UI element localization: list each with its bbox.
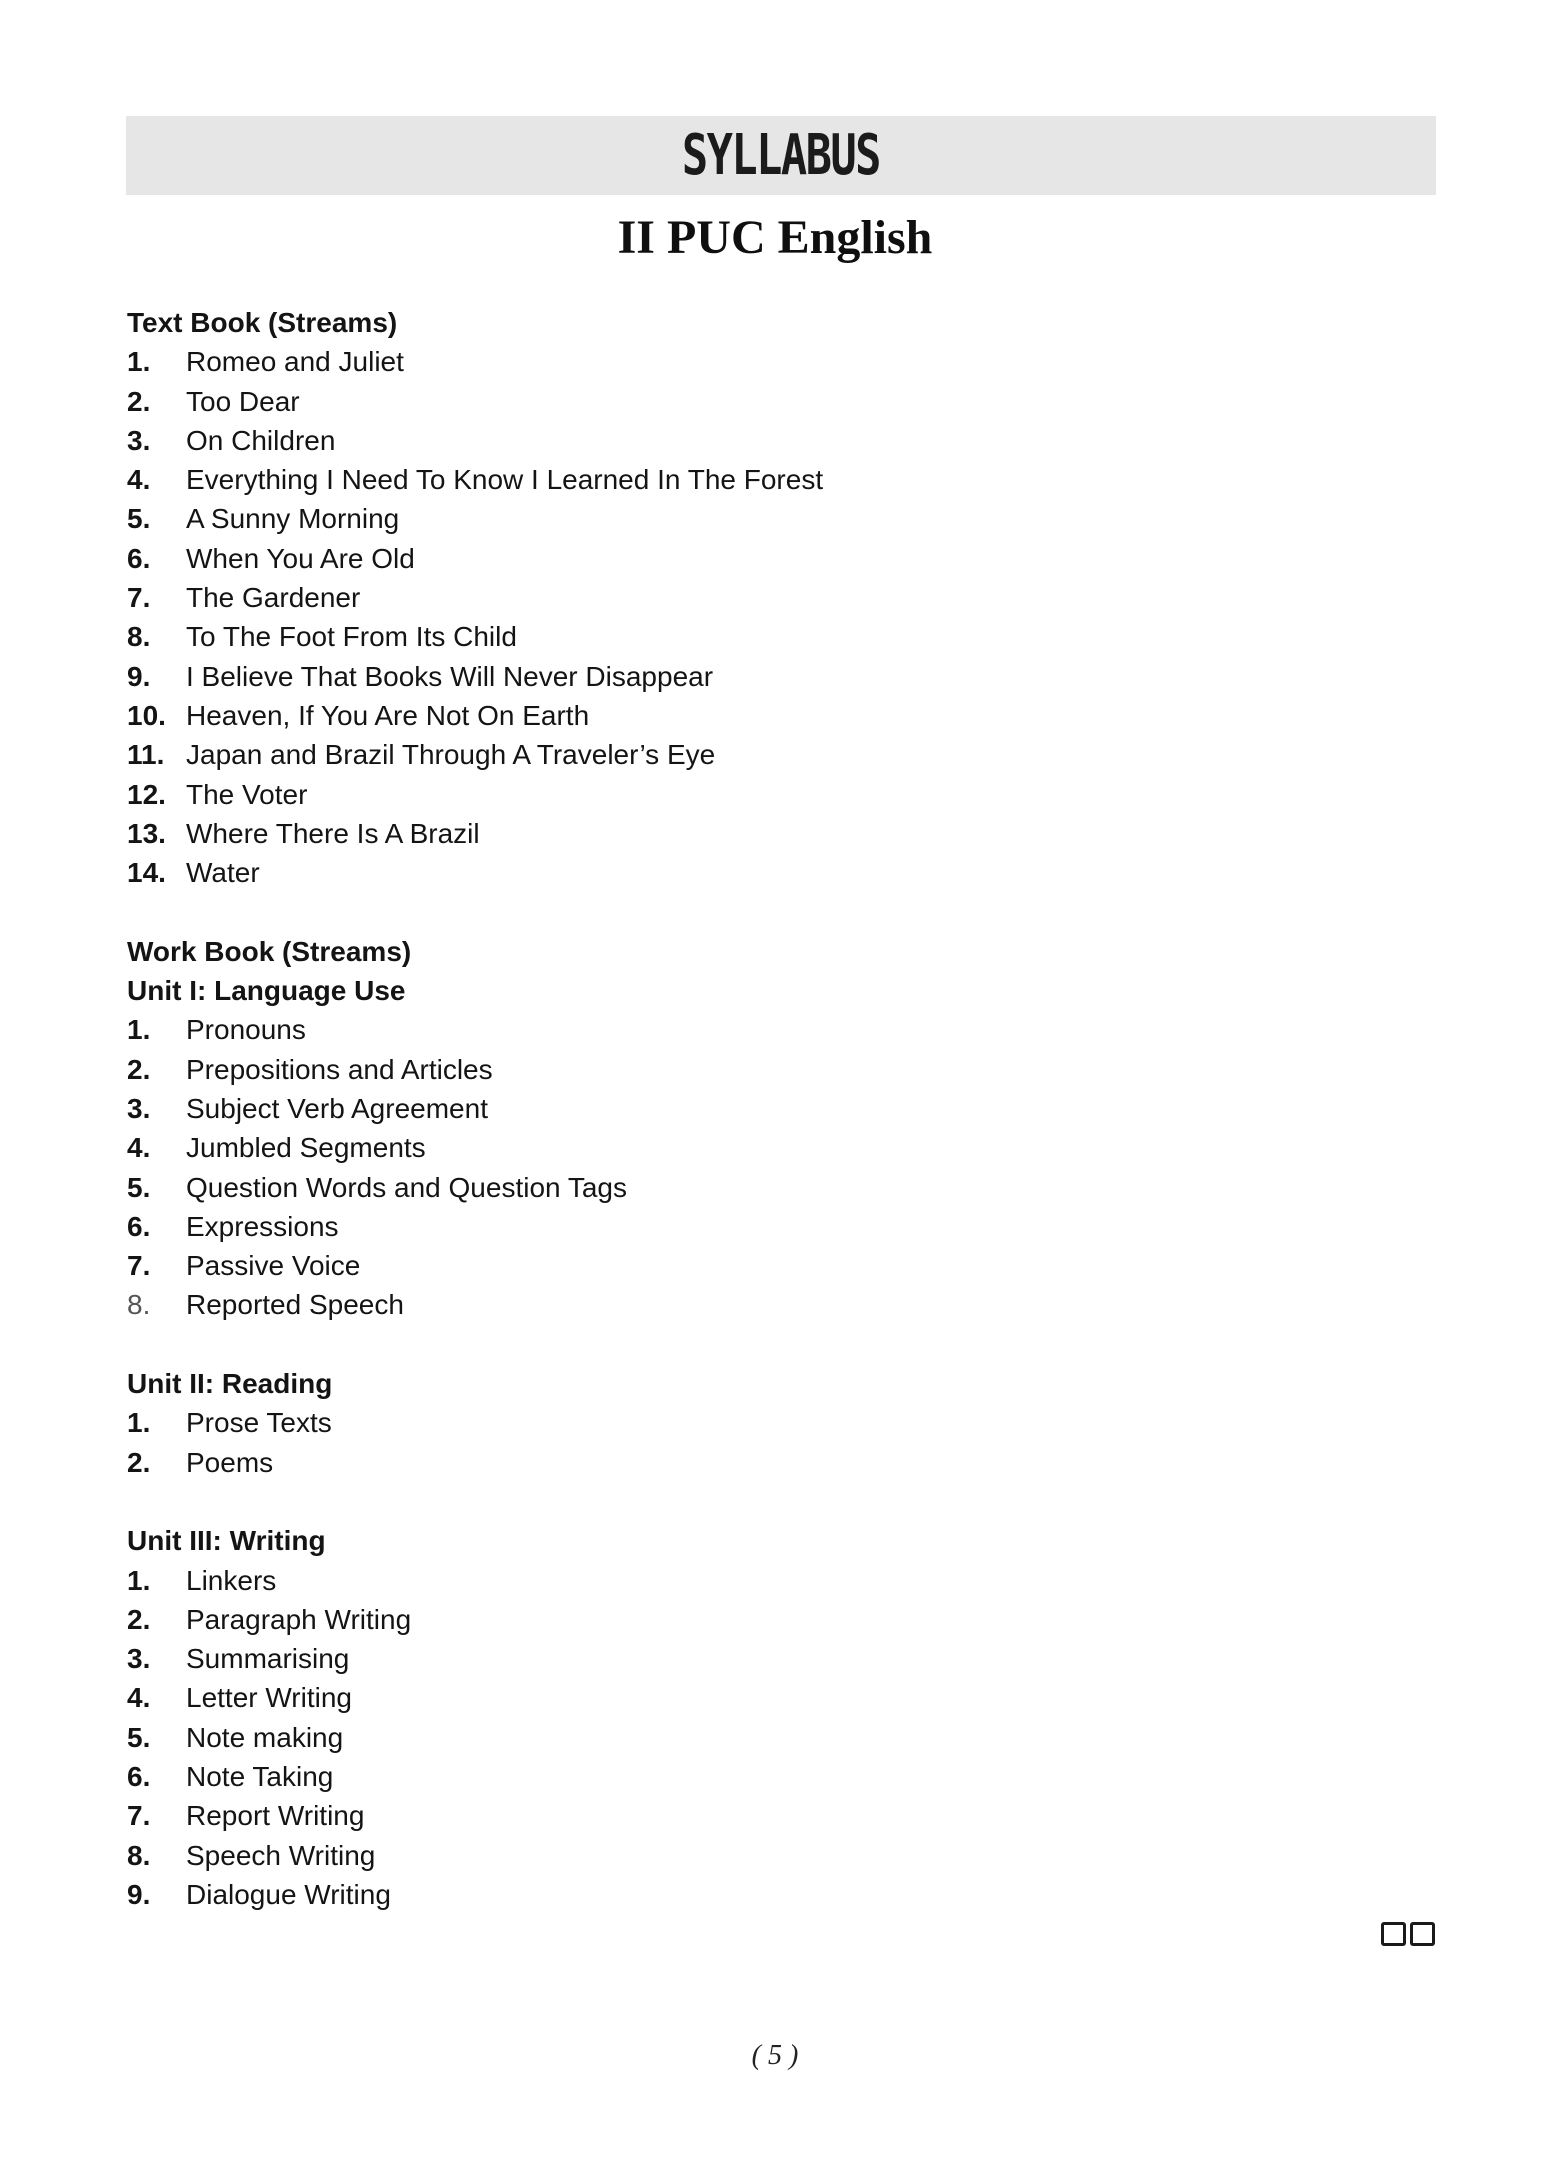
item-text: Subject Verb Agreement <box>186 1092 488 1124</box>
item-text: Everything I Need To Know I Learned In The Forest <box>186 464 824 496</box>
item-text: Reported Speech <box>186 1289 404 1321</box>
item-number: 3. <box>127 1092 151 1124</box>
item-text: When You Are Old <box>186 542 415 574</box>
item-number: 7. <box>127 582 151 614</box>
section-spacer <box>127 892 1427 931</box>
list-item <box>127 617 1427 656</box>
item-text: Too Dear <box>186 385 300 417</box>
item-text: Question Words and Question Tags <box>186 1171 627 1203</box>
item-number: 9. <box>127 1878 151 1910</box>
list-item <box>127 696 1427 735</box>
unit1-list <box>127 1010 1427 1324</box>
item-text: Prose Texts <box>186 1407 332 1439</box>
item-number: 7. <box>127 1800 151 1832</box>
item-number: 4. <box>127 464 151 496</box>
list-item <box>127 1207 1427 1246</box>
item-text: Heaven, If You Are Not On Earth <box>186 699 590 731</box>
item-number: 13. <box>127 817 166 849</box>
list-item <box>127 1678 1427 1717</box>
list-item <box>127 1285 1427 1324</box>
item-text: Poems <box>186 1446 274 1478</box>
item-text: Japan and Brazil Through A Traveler’s Eye <box>186 739 716 771</box>
list-item <box>127 1128 1427 1167</box>
unit1-heading: Unit I: Language Use <box>127 975 406 1007</box>
item-text: A Sunny Morning <box>186 503 400 535</box>
item-number: 2. <box>127 1053 151 1085</box>
section-spacer <box>127 1325 1427 1364</box>
list-item <box>127 1875 1427 1914</box>
item-number: 6. <box>127 542 151 574</box>
list-item <box>127 1757 1427 1796</box>
list-item <box>127 657 1427 696</box>
item-number: 6. <box>127 1760 151 1792</box>
workbook-heading: Work Book (Streams) <box>127 935 412 967</box>
list-item <box>127 421 1427 460</box>
item-text: Letter Writing <box>186 1682 352 1714</box>
item-number: 1. <box>127 346 151 378</box>
list-item <box>127 1443 1427 1482</box>
double-square-end-mark-icon <box>1381 1922 1435 1946</box>
item-text: Dialogue Writing <box>186 1878 391 1910</box>
item-number: 2. <box>127 1446 151 1478</box>
banner-title: SYLLABUS <box>682 123 880 188</box>
item-text: Prepositions and Articles <box>186 1053 493 1085</box>
list-item <box>127 775 1427 814</box>
list-item <box>127 1050 1427 1089</box>
list-item <box>127 1796 1427 1835</box>
item-number: 12. <box>127 778 166 810</box>
list-item <box>127 342 1427 381</box>
item-text: Report Writing <box>186 1800 365 1832</box>
list-item <box>127 499 1427 538</box>
list-item <box>127 1600 1427 1639</box>
item-text: Jumbled Segments <box>186 1132 426 1164</box>
item-number: 5. <box>127 1721 151 1753</box>
list-item <box>127 735 1427 774</box>
item-text: Note making <box>186 1721 344 1753</box>
list-item <box>127 460 1427 499</box>
list-item <box>127 814 1427 853</box>
square-icon <box>1410 1922 1435 1946</box>
item-number: 8. <box>127 1839 151 1871</box>
unit3-list <box>127 1561 1427 1915</box>
square-icon <box>1381 1922 1406 1946</box>
item-text: Expressions <box>186 1210 339 1242</box>
item-text: The Gardener <box>186 582 361 614</box>
item-text: The Voter <box>186 778 308 810</box>
item-number: 5. <box>127 1171 151 1203</box>
unit2-list <box>127 1403 1427 1482</box>
item-text: Pronouns <box>186 1014 306 1046</box>
list-item <box>127 1246 1427 1285</box>
item-number: 8. <box>127 621 151 653</box>
textbook-heading: Text Book (Streams) <box>127 307 398 338</box>
item-text: On Children <box>186 424 336 456</box>
page-number: ( 5 ) <box>751 2040 799 2071</box>
list-item <box>127 1168 1427 1207</box>
item-number: 11. <box>127 739 165 771</box>
item-text: Where There Is A Brazil <box>186 817 480 849</box>
textbook-list <box>127 342 1427 892</box>
item-number: 4. <box>127 1682 151 1714</box>
list-item <box>127 1403 1427 1442</box>
item-text: Romeo and Juliet <box>186 346 404 378</box>
list-item <box>127 539 1427 578</box>
item-number: 1. <box>127 1014 151 1046</box>
item-text: I Believe That Books Will Never Disappear <box>186 660 714 692</box>
syllabus-content <box>127 303 1427 1914</box>
item-number: 6. <box>127 1210 151 1242</box>
unit3-heading: Unit III: Writing <box>127 1525 326 1557</box>
item-number: 1. <box>127 1564 151 1596</box>
list-item <box>127 578 1427 617</box>
list-item <box>127 1836 1427 1875</box>
item-text: Paragraph Writing <box>186 1603 412 1635</box>
list-item <box>127 1561 1427 1600</box>
item-number: 4. <box>127 1132 151 1164</box>
item-text: Speech Writing <box>186 1839 376 1871</box>
section-spacer <box>127 1482 1427 1521</box>
item-number: 1. <box>127 1407 151 1439</box>
item-number: 3. <box>127 1643 151 1675</box>
item-number: 7. <box>127 1250 151 1282</box>
list-item <box>127 1718 1427 1757</box>
item-text: Water <box>186 857 260 889</box>
item-number: 2. <box>127 385 151 417</box>
item-number: 3. <box>127 424 151 456</box>
list-item <box>127 1639 1427 1678</box>
item-text: Passive Voice <box>186 1250 361 1282</box>
list-item <box>127 382 1427 421</box>
unit2-heading: Unit II: Reading <box>127 1368 333 1400</box>
item-text: To The Foot From Its Child <box>186 621 517 653</box>
item-number: 8. <box>127 1289 151 1321</box>
item-text: Summarising <box>186 1643 350 1675</box>
item-text: Linkers <box>186 1564 277 1596</box>
list-item <box>127 1089 1427 1128</box>
item-number: 10. <box>127 699 166 731</box>
item-number: 2. <box>127 1603 151 1635</box>
syllabus-banner <box>126 116 1436 195</box>
item-text: Note Taking <box>186 1760 334 1792</box>
page-title: II PUC English <box>617 211 933 264</box>
item-number: 14. <box>127 857 166 889</box>
list-item <box>127 1010 1427 1049</box>
item-number: 9. <box>127 660 151 692</box>
item-number: 5. <box>127 503 151 535</box>
list-item <box>127 853 1427 892</box>
